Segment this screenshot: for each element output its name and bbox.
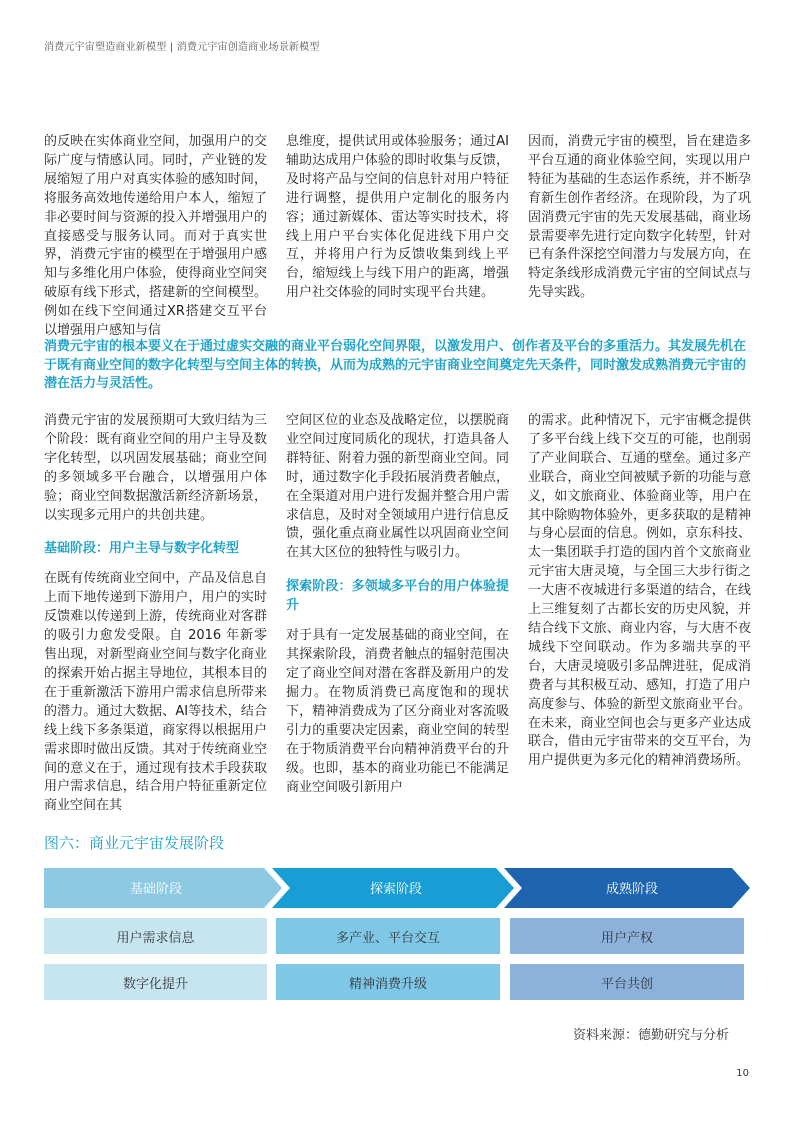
- paragraph: 空间区位的业态及战略定位，以摆脱商业空间过度同质化的现状，打造具备人群特征、附着力强的新型商业空间。同时，通过数字化手段拓展消费者触点，在全渠道对用户进行发掘并整合用户需求信息，及时对全领域用户进行信息反馈，强化重点商业属性以巩固商业空间在其大区位的独特性与吸引力。: [286, 413, 509, 561]
- paragraph: 的需求。此种情况下，元宇宙概念提供了多平台线上线下交互的可能，也削弱了产业间联合、互通的壁垒。通过多产业联合，商业空间被赋予新的功能与意义，如文旅商业、体验商业等，用户在其中除购物体验外，更多获取的是精神与身心层面的信息。例如，京东科技、太一集团联手打造的国内首个文旅商业元宇宙大唐灵境，与全国三大步行街之一大唐不夜城进行多渠道的结合，在线上三维复刻了古都长安的历史风貌，并结合线下文旅、商业内容，与大唐不夜城线下空间联动。作为多端共享的平台，大唐灵境吸引多品牌进驻，促成消费者与其积极互动、感知，打造了用户高度参与、体验的新型文旅商业平台。在未来，商业空间也会与更多产业达成联合，借由元宇宙带来的交互平台，为用户提供更为多元化的精神消费场所。: [528, 413, 751, 769]
- bottom-column-3: [528, 412, 751, 771]
- top-column-1: [44, 133, 267, 341]
- source-note: 资料来源：德勤研究与分析: [572, 1028, 729, 1043]
- phase-cell-explore-1: 多产业、平台交互: [276, 918, 500, 954]
- paragraph: 在既有传统商业空间中，产品及信息自上而下地传递到下游用户，用户的实时反馈难以传递到上游，传统商业对客群的吸引力愈发受限。自 2016 年新零售出现，对新型商业空间与数字化商业的探索开始占据主导地位，其根本目的在于重新激活下游用户需求信息所带来的潜力。通过大数据、AI等技术，结合线上线下多条渠道，商家得以根据用户需求即时做出反馈。其对于传统商业空间的意义在于，通过现有技术手段获取用户需求信息，结合用户特征重新定位商业空间在其: [44, 571, 267, 814]
- phase-label-explore: 探索阶段: [369, 882, 423, 897]
- paragraph: 的反映在实体商业空间，加强用户的交际广度与情感认同。同时，产业链的发展缩短了用户对真实体验的感知时间，将服务高效地传递给用户本人，缩短了非必要时间与资源的投入并增强用户的直接感受与服务认同。而对于真实世界，消费元宇宙的模型在于增强用户感知与多维化用户体验，使得商业空间突破原有线下形式，搭建新的空间模型。例如在线下空间通过XR搭建交互平台以增强用户感知与信: [44, 134, 267, 339]
- phase-cell-mature-2: 平台共创: [510, 964, 744, 1000]
- top-column-3: [528, 133, 751, 303]
- phase-label-mature: 成熟阶段: [605, 882, 659, 897]
- phase-cell-mature-1: 用户产权: [510, 918, 744, 954]
- running-header: 消费元宇宙塑造商业新模型 | 消费元宇宙创造商业场景新模型: [44, 42, 320, 53]
- section-subheading: 基础阶段：用户主导与数字化转型: [44, 541, 240, 557]
- bottom-column-1: [44, 412, 267, 816]
- phase-cell-basic-1: 用户需求信息: [44, 918, 267, 954]
- section-subheading: 探索阶段：多领域多平台的用户体验提升: [286, 579, 509, 614]
- figure-title: 图六：商业元宇宙发展阶段: [44, 834, 225, 852]
- highlight-statement: 消费元宇宙的根本要义在于通过虚实交融的商业平台弱化空间界限，以激发用户、创作者及平台的多重活力。其发展先机在于既有商业空间的数字化转型与空间主体的转换，从而为成熟的元宇宙商业空间奠定先天条件，同时激发成熟消费元宇宙的潜在活力与灵活性。: [44, 339, 747, 392]
- top-column-2: [286, 133, 509, 303]
- bottom-column-2: [286, 412, 509, 797]
- phase-cell-explore-2: 精神消费升级: [276, 964, 500, 1000]
- phase-cell-basic-2: 数字化提升: [44, 964, 267, 1000]
- paragraph: 因而，消费元宇宙的模型，旨在建造多平台互通的商业体验空间，实现以用户特征为基础的生态运作系统，并不断孕育新生创作者经济。在现阶段，为了巩固消费元宇宙的先天发展基础，商业场景需要率先进行定向数字化转型，针对已有条件深挖空间潜力与发展方向，在特定条线形成消费元宇宙的空间试点与先导实践。: [528, 134, 751, 301]
- page-number: 10: [736, 1068, 749, 1079]
- paragraph: 对于具有一定发展基础的商业空间，在其探索阶段，消费者触点的辐射范围决定了商业空间对潜在客群及新用户的发掘力。在物质消费已高度饱和的现状下，精神消费成为了区分商业对客流吸引力的重要决定因素，商业空间的转型在于物质消费平台向精神消费平台的升级。也即，基本的商业功能已不能满足商业空间吸引新用户: [286, 628, 509, 795]
- phase-label-basic: 基础阶段: [129, 882, 183, 897]
- paragraph: 消费元宇宙的发展预期可大致归结为三个阶段：既有商业空间的用户主导及数字化转型，以巩固发展基础；商业空间的多领域多平台融合，以增强用户体验；商业空间数据激活新经济新场景，以实现多元用户的共创共建。: [44, 413, 267, 523]
- paragraph: 息维度，提供试用或体验服务；通过AI辅助达成用户体验的即时收集与反馈，及时将产品与空间的信息针对用户特征进行调整，提供用户定制化的服务内容；通过新媒体、雷达等实时技术，将线上用户平台实体化促进线下用户交互，并将用户行为反馈收集到线上平台，缩短线上与线下用户的距离，增强用户社交体验的同时实现平台共建。: [286, 134, 509, 301]
- phase-arrow-bar: [44, 868, 750, 908]
